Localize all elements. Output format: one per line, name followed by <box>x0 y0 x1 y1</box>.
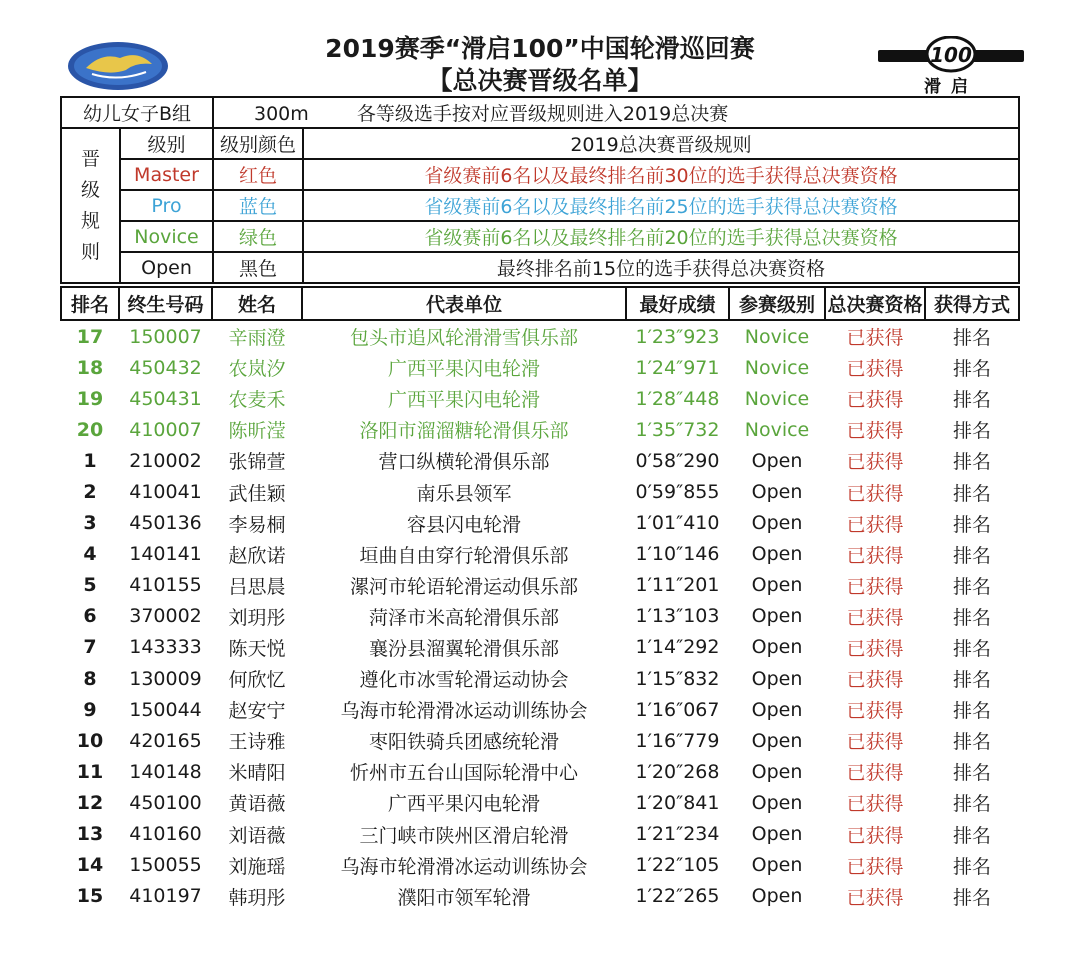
club: 乌海市轮滑滑冰运动训练协会 <box>340 700 588 723</box>
level: Open <box>751 760 803 783</box>
athlete-name: 黄语薇 <box>228 793 286 816</box>
col-qualification: 总决赛资格 <box>825 287 925 320</box>
rank: 15 <box>76 885 104 908</box>
qualification-status: 已获得 <box>846 482 904 505</box>
qualification-status: 已获得 <box>846 669 904 692</box>
qualification-status: 已获得 <box>846 420 904 443</box>
best-time: 1′28″448 <box>635 387 720 410</box>
table-row <box>61 508 1019 539</box>
best-time: 1′22″265 <box>635 885 720 908</box>
level: Open <box>751 854 803 877</box>
level-open-color: 黑色 <box>213 252 303 282</box>
athlete-name: 刘施瑶 <box>228 855 286 878</box>
table-row <box>61 694 1019 725</box>
table-row <box>61 850 1019 881</box>
level-pro-color: 蓝色 <box>213 190 303 221</box>
group-name: 幼儿女子B组 <box>61 97 213 128</box>
table-header-row <box>61 287 1019 320</box>
qualification-method: 排名 <box>952 544 991 567</box>
club: 枣阳铁骑兵团感统轮滑 <box>368 731 559 754</box>
level: Open <box>751 823 803 846</box>
rank: 3 <box>83 512 97 535</box>
athlete-id: 140141 <box>129 543 202 566</box>
col-name: 姓名 <box>212 287 302 320</box>
qualification-method: 排名 <box>952 855 991 878</box>
page-title: 2019赛季“滑启100”中国轮滑巡回赛 <box>325 34 755 63</box>
col-best-time: 最好成绩 <box>626 287 729 320</box>
table-row <box>61 414 1019 445</box>
qualification-status: 已获得 <box>846 606 904 629</box>
level-pro: Pro <box>120 190 213 221</box>
table-row <box>61 383 1019 414</box>
qualification-status: 已获得 <box>846 637 904 660</box>
level: Open <box>751 885 803 908</box>
club: 遵化市冰雪轮滑运动协会 <box>359 669 569 692</box>
table-row <box>61 352 1019 383</box>
rank: 18 <box>76 356 104 379</box>
page-subtitle: 【总决赛晋级名单】 <box>427 66 653 95</box>
athlete-name: 农岚汐 <box>228 358 286 381</box>
athlete-name: 何欣忆 <box>228 669 286 692</box>
level: Novice <box>744 325 810 348</box>
level-header: 级别 <box>120 129 213 159</box>
rule-header: 2019总决赛晋级规则 <box>303 129 1018 159</box>
athlete-name: 陈天悦 <box>228 637 286 660</box>
level: Novice <box>744 418 810 441</box>
club: 广西平果闪电轮滑 <box>387 358 540 381</box>
rank: 13 <box>76 823 104 846</box>
qualification-status: 已获得 <box>846 824 904 847</box>
rank: 7 <box>83 636 97 659</box>
best-time: 1′20″841 <box>635 791 720 814</box>
rank: 2 <box>83 481 97 504</box>
club: 容县闪电轮滑 <box>406 513 521 536</box>
qualification-method: 排名 <box>952 358 991 381</box>
qualification-method: 排名 <box>952 637 991 660</box>
club: 忻州市五台山国际轮滑中心 <box>349 762 578 785</box>
level: Open <box>751 667 803 690</box>
level: Novice <box>744 356 810 379</box>
rules-label: 晋级规则 <box>62 129 120 282</box>
col-level: 参赛级别 <box>729 287 825 320</box>
table-row <box>61 570 1019 601</box>
brand-name-cn: 滑启 <box>924 77 978 97</box>
level: Open <box>751 791 803 814</box>
best-time: 1′11″201 <box>635 574 720 597</box>
level: Open <box>751 574 803 597</box>
qualification-method: 排名 <box>952 669 991 692</box>
club: 漯河市轮语轮滑运动俱乐部 <box>349 575 578 598</box>
rank: 12 <box>76 791 104 814</box>
level: Open <box>751 636 803 659</box>
rank: 11 <box>76 760 104 783</box>
level: Novice <box>744 387 810 410</box>
qualification-status: 已获得 <box>846 855 904 878</box>
best-time: 1′01″410 <box>635 512 720 535</box>
qualification-method: 排名 <box>952 700 991 723</box>
table-row <box>61 663 1019 694</box>
athlete-id: 450431 <box>129 387 202 410</box>
distance-note <box>213 97 1019 128</box>
rank: 10 <box>76 729 104 752</box>
skate-start-logo <box>876 36 1026 96</box>
qualification-status: 已获得 <box>846 451 904 474</box>
best-time: 1′24″971 <box>635 356 720 379</box>
athlete-name: 李易桐 <box>228 513 286 536</box>
athlete-id: 450100 <box>129 791 202 814</box>
table-row <box>61 725 1019 756</box>
athlete-id: 130009 <box>129 667 202 690</box>
level-open-rule: 最终排名前15位的选手获得总决赛资格 <box>496 258 826 280</box>
level: Open <box>751 512 803 535</box>
club: 垣曲自由穿行轮滑俱乐部 <box>359 544 569 567</box>
col-club: 代表单位 <box>302 287 626 320</box>
rank: 1 <box>83 449 97 472</box>
qualification-note: 各等级选手按对应晋级规则进入2019总决赛 <box>356 103 729 125</box>
qualification-method: 排名 <box>952 886 991 909</box>
best-time: 1′14″292 <box>635 636 720 659</box>
athlete-name: 赵欣诺 <box>228 544 286 567</box>
qualification-method: 排名 <box>952 575 991 598</box>
qualification-status: 已获得 <box>846 513 904 536</box>
club: 菏泽市米高轮滑俱乐部 <box>368 606 559 629</box>
level: Open <box>751 543 803 566</box>
best-time: 1′10″146 <box>635 543 720 566</box>
qualification-status: 已获得 <box>846 389 904 412</box>
level: Open <box>751 605 803 628</box>
athlete-name: 陈昕滢 <box>228 420 286 443</box>
distance: 300m <box>254 103 309 125</box>
qualification-status: 已获得 <box>846 327 904 350</box>
level-novice-color: 绿色 <box>213 221 303 252</box>
table-row <box>61 539 1019 570</box>
athlete-name: 吕思晨 <box>228 575 286 598</box>
best-time: 1′15″832 <box>635 667 720 690</box>
level-master-color: 红色 <box>213 159 303 190</box>
rank: 14 <box>76 854 104 877</box>
table-row <box>61 787 1019 818</box>
qualification-status: 已获得 <box>846 700 904 723</box>
athlete-name: 王诗雅 <box>228 731 286 754</box>
level: Open <box>751 698 803 721</box>
athlete-name: 赵安宁 <box>228 700 286 723</box>
rank: 6 <box>83 605 97 628</box>
athlete-name: 辛雨澄 <box>228 327 286 350</box>
qualification-method: 排名 <box>952 513 991 536</box>
qualification-status: 已获得 <box>846 575 904 598</box>
qualifier-table <box>60 286 1020 912</box>
col-rank: 排名 <box>61 287 119 320</box>
level-color-header: 级别颜色 <box>213 129 303 159</box>
club: 南乐县领军 <box>416 482 512 505</box>
athlete-name: 刘玥彤 <box>228 606 286 629</box>
club: 襄汾县溜翼轮滑俱乐部 <box>368 637 559 660</box>
qualification-method: 排名 <box>952 762 991 785</box>
col-id: 终生号码 <box>119 287 212 320</box>
athlete-id: 410160 <box>129 823 202 846</box>
level: Open <box>751 729 803 752</box>
level: Open <box>751 481 803 504</box>
athlete-id: 410007 <box>129 418 202 441</box>
best-time: 1′23″923 <box>635 325 720 348</box>
athlete-id: 450136 <box>129 512 202 535</box>
level-master-rule: 省级赛前6名以及最终排名前30位的选手获得总决赛资格 <box>303 159 1018 190</box>
table-row <box>61 601 1019 632</box>
rank: 17 <box>76 325 104 348</box>
rank: 4 <box>83 543 97 566</box>
athlete-id: 210002 <box>129 449 202 472</box>
qualification-method: 排名 <box>952 451 991 474</box>
athlete-name: 韩玥彤 <box>228 886 286 909</box>
club: 乌海市轮滑滑冰运动训练协会 <box>340 855 588 878</box>
level-novice: Novice <box>120 221 213 252</box>
table-row <box>61 320 1019 352</box>
club: 濮阳市领军轮滑 <box>397 886 531 909</box>
table-row <box>61 445 1019 476</box>
club: 包头市追风轮滑滑雪俱乐部 <box>349 327 578 350</box>
qualification-method: 排名 <box>952 793 991 816</box>
athlete-id: 150044 <box>129 698 202 721</box>
rank: 8 <box>83 667 97 690</box>
club: 营口纵横轮滑俱乐部 <box>378 451 550 474</box>
qualification-method: 排名 <box>952 327 991 350</box>
rank: 9 <box>83 698 97 721</box>
qualification-method: 排名 <box>952 482 991 505</box>
best-time: 0′59″855 <box>635 481 720 504</box>
athlete-id: 410155 <box>129 574 202 597</box>
club: 广西平果闪电轮滑 <box>387 389 540 412</box>
athlete-id: 143333 <box>129 636 202 659</box>
svg-text:100: 100 <box>930 43 972 67</box>
athlete-name: 刘语薇 <box>228 824 286 847</box>
athlete-id: 420165 <box>129 729 202 752</box>
table-row <box>61 819 1019 850</box>
qualification-method: 排名 <box>952 731 991 754</box>
rank: 19 <box>76 387 104 410</box>
athlete-name: 武佳颖 <box>228 482 286 505</box>
best-time: 1′13″103 <box>635 605 720 628</box>
athlete-id: 150055 <box>129 854 202 877</box>
table-row <box>61 756 1019 787</box>
athlete-id: 450432 <box>129 356 202 379</box>
best-time: 0′58″290 <box>635 449 720 472</box>
athlete-id: 150007 <box>129 325 202 348</box>
table-row <box>61 632 1019 663</box>
qualification-method: 排名 <box>952 389 991 412</box>
athlete-id: 140148 <box>129 760 202 783</box>
qualification-status: 已获得 <box>846 762 904 785</box>
rank: 20 <box>76 418 104 441</box>
qualification-rules-table <box>60 96 1020 284</box>
rank: 5 <box>83 574 97 597</box>
qualification-status: 已获得 <box>846 544 904 567</box>
qualification-status: 已获得 <box>846 793 904 816</box>
best-time: 1′20″268 <box>635 760 720 783</box>
table-row <box>61 476 1019 507</box>
club: 三门峡市陕州区滑启轮滑 <box>359 824 569 847</box>
best-time: 1′22″105 <box>635 854 720 877</box>
athlete-name: 米晴阳 <box>228 762 286 785</box>
athlete-name: 张锦萱 <box>228 451 286 474</box>
qualification-status: 已获得 <box>846 731 904 754</box>
best-time: 1′21″234 <box>635 823 720 846</box>
best-time: 1′16″779 <box>635 729 720 752</box>
athlete-name: 农麦禾 <box>228 389 286 412</box>
club: 广西平果闪电轮滑 <box>387 793 540 816</box>
qualification-status: 已获得 <box>846 358 904 381</box>
level-open: Open <box>120 252 213 282</box>
best-time: 1′16″067 <box>635 698 720 721</box>
level-novice-rule: 省级赛前6名以及最终排名前20位的选手获得总决赛资格 <box>303 221 1018 252</box>
col-method: 获得方式 <box>925 287 1019 320</box>
club: 洛阳市溜溜糖轮滑俱乐部 <box>359 420 569 443</box>
level-master: Master <box>120 159 213 190</box>
event-logo <box>66 40 170 92</box>
athlete-id: 370002 <box>129 605 202 628</box>
level-pro-rule: 省级赛前6名以及最终排名前25位的选手获得总决赛资格 <box>303 190 1018 221</box>
level: Open <box>751 449 803 472</box>
qualification-method: 排名 <box>952 606 991 629</box>
qualification-method: 排名 <box>952 420 991 443</box>
table-row <box>61 881 1019 912</box>
qualification-status: 已获得 <box>846 886 904 909</box>
athlete-id: 410197 <box>129 885 202 908</box>
best-time: 1′35″732 <box>635 418 720 441</box>
qualification-method: 排名 <box>952 824 991 847</box>
athlete-id: 410041 <box>129 481 202 504</box>
